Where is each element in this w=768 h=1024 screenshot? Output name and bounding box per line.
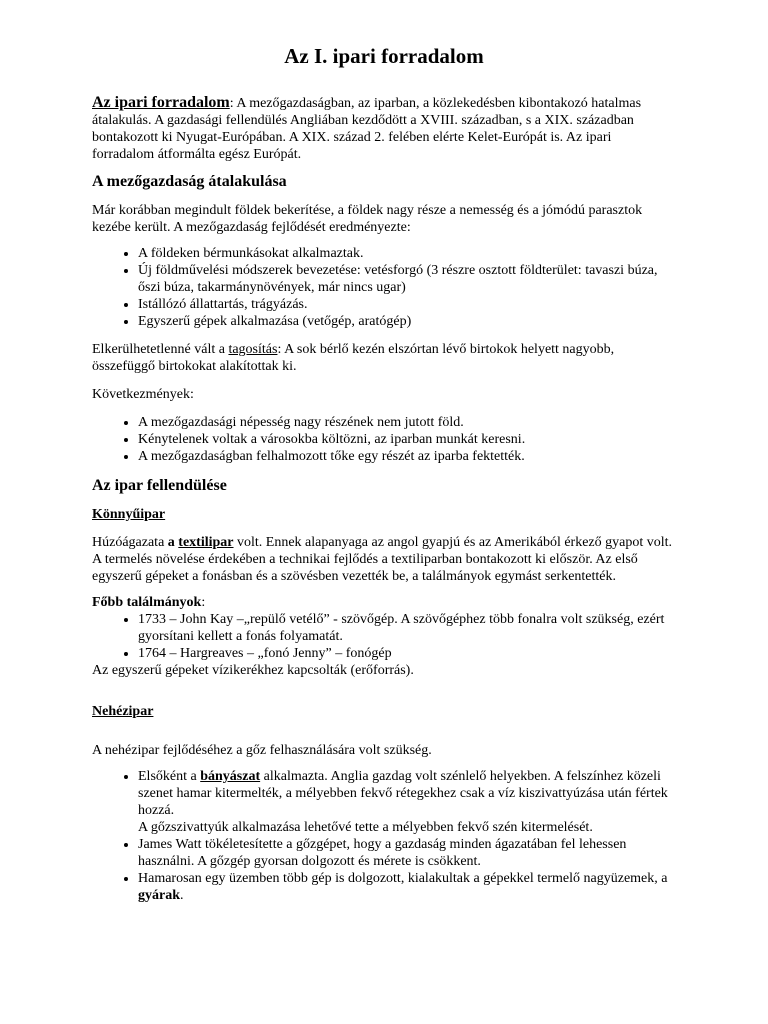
list-item: • A mezőgazdasági népesség nagy részének nem jutott föld. <box>138 414 676 431</box>
list-item: • 1733 – John Kay –„repülő vetélő” - szövőgép. A szövőgéphez több fonalra volt szükség, ezért gyorsítani kellett a fonás folyamatát. <box>138 611 676 645</box>
textile-term: textilipar <box>178 535 234 550</box>
inventions-label-line <box>92 594 676 611</box>
list-item: • Egyszerű gépek alkalmazása (vetőgép, aratógép) <box>138 313 676 330</box>
list-item: • A földeken bérmunkásokat alkalmaztak. <box>138 245 676 262</box>
list-item: • Új földművelési módszerek bevezetése: vetésforgó (3 részre osztott földterület: tavaszi búza, őszi búza, takarmánynövények, már nincs ugar) <box>138 262 676 296</box>
intro-text: : A mezőgazdaságban, az iparban, a közlekedésben kibontakozó hatalmas átalakulás. A gazdasági fellendülés Angliában kezdődött a XVIII. században, s a XIX. században bontakozott ki Nyugat-Európában. A XIX. század 2. felében elérte Kelet-Európát is. Az ipari forradalom átformálta egész Európát. <box>92 96 642 162</box>
heading-industry: Az ipar fellendülése <box>92 477 227 494</box>
heavy-industry-paragraph: A nehézipar fejlődéséhez a gőz felhasználására volt szükség. <box>92 743 432 758</box>
list-item <box>138 870 676 904</box>
waterwheel-paragraph: Az egyszerű gépeket vízikerékhez kapcsolták (erőforrás). <box>92 663 414 678</box>
agriculture-paragraph: Már korábban megindult földek bekerítése, a földek nagy része a nemesség és a jómódú parasztok kezébe került. A mezőgazdaság fejlődését eredményezte: <box>92 203 643 235</box>
heading-agriculture: A mezőgazdaság átalakulása <box>92 173 287 190</box>
light-before: Húzóágazata <box>92 535 168 550</box>
consolidation-after: : A sok bérlő kezén elszórtan lévő birtokok helyett nagyobb, összefüggő birtokokat alakítottak ki. <box>92 342 615 374</box>
list-item: • Istállózó állattartás, trágyázás. <box>138 296 676 313</box>
consequences-label: Következmények: <box>92 387 194 402</box>
list-item: • 1764 – Hargreaves – „fonó Jenny” – fonógép <box>138 645 676 662</box>
mining-line2: A gőzszivattyúk alkalmazása lehetővé tette a mélyebben fekvő szén kitermelését. <box>138 820 593 835</box>
list-item <box>138 768 676 836</box>
agriculture-list <box>92 245 676 330</box>
consequences-list <box>92 414 676 465</box>
mining-term: bányászat <box>200 769 261 784</box>
light-industry-paragraph <box>92 534 676 585</box>
list-item: • James Watt tökéletesítette a gőzgépet, hogy a gazdaság minden ágazatában fel lehessen használni. A gőzgép gyorsan dolgozott és mérete is csökkent. <box>138 836 676 870</box>
consolidation-term: tagosítás <box>228 342 278 357</box>
page-title: Az I. ipari forradalom <box>284 44 484 68</box>
factories-before: Hamarosan egy üzemben több gép is dolgozott, kialakultak a gépekkel termelő nagyüzemek, a <box>138 871 668 886</box>
light-after: volt. Ennek alapanyaga az angol gyapjú és az Amerikából érkező gyapot volt. A termelés növelése érdekében a technikai fejlődés a textiliparban bontakozott ki először. Az első egyszerű gépeket a fonásban és a szövésben vezették be, a találmányok egymást serkentették. <box>92 535 673 584</box>
consolidation-before: Elkerülhetetlenné vált a <box>92 342 229 357</box>
list-item: • A mezőgazdaságban felhalmozott tőke egy részét az iparba fektették. <box>138 448 676 465</box>
heading-light-industry: Könnyűipar <box>92 507 166 522</box>
mining-after: alkalmazta. Anglia gazdag volt szénlelő helyekben. A felszínhez közeli szenet hamar kitermelték, a mélyebben fekvő rétegekhez csak a víz kiszivattyúzása után fértek hozzá. <box>138 769 668 818</box>
inventions-colon: : <box>201 595 206 610</box>
consolidation-paragraph <box>92 341 676 375</box>
mining-before: Elsőként a <box>138 769 201 784</box>
inventions-label: Főbb találmányok <box>92 595 202 610</box>
inventions-list <box>92 611 676 662</box>
list-item: • Kénytelenek voltak a városokba költözni, az iparban munkát keresni. <box>138 431 676 448</box>
intro-term: Az ipari forradalom <box>92 94 230 111</box>
light-bold: a <box>167 535 179 550</box>
heading-heavy-industry: Nehézipar <box>92 704 154 719</box>
intro-paragraph <box>92 94 676 163</box>
factories-term: gyárak <box>138 888 180 903</box>
heavy-industry-list <box>92 768 676 904</box>
factories-after: . <box>180 888 184 903</box>
